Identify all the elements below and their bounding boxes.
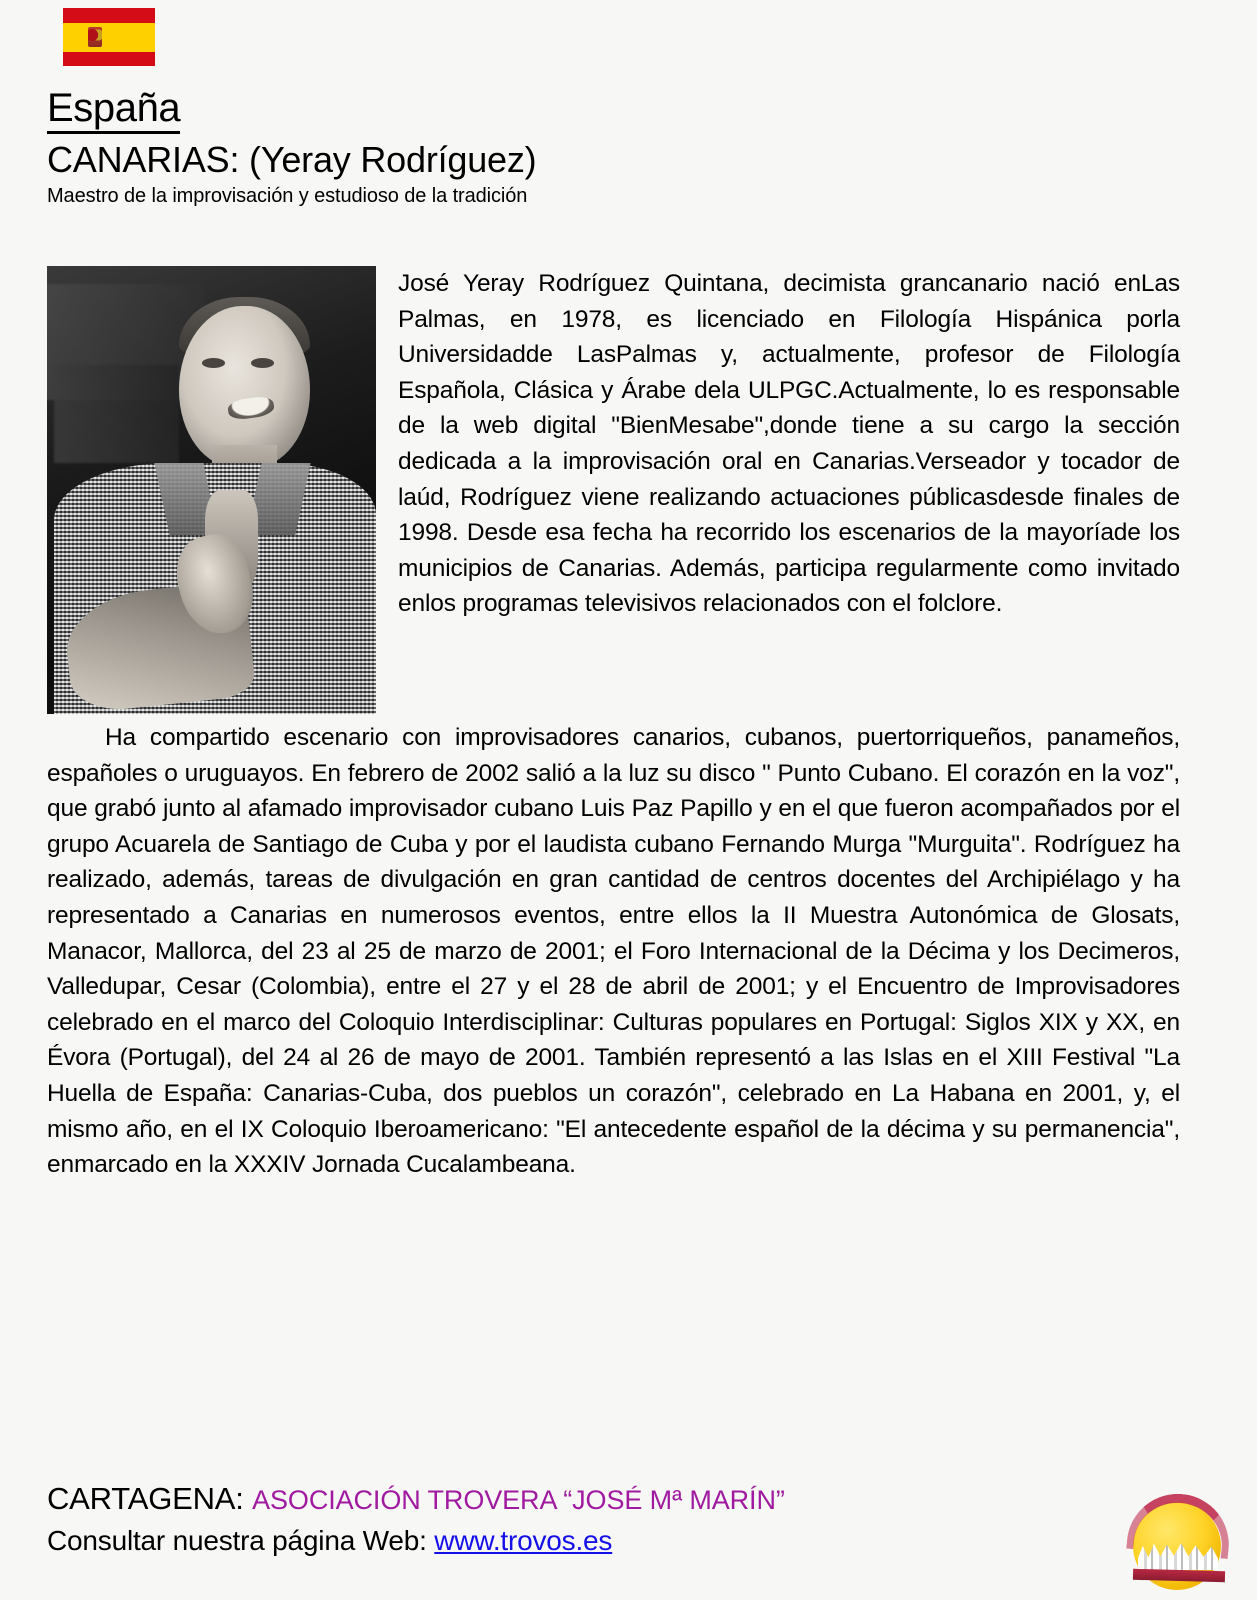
trovos-association-logo-icon xyxy=(1125,1488,1235,1600)
footer-web-link[interactable]: www.trovos.es xyxy=(434,1525,613,1556)
page-subtitle: Maestro de la improvisación y estudioso de la tradición xyxy=(47,185,528,207)
photo-face xyxy=(179,306,311,467)
footer-web-label: Consultar nuestra página Web: xyxy=(47,1525,427,1556)
photo-eye-left xyxy=(202,358,225,368)
biography-paragraph-2: Ha compartido escenario con improvisadores canarios, cubanos, puertorriqueños, panameños, españoles o uruguayos. En febrero de 2002 salió a la luz su disco " Punto Cubano. El corazón en la voz", que grabó junto al afamado improvisador cubano Luis Paz Papillo y en el que fueron acompañados por el grupo Acuarela de Santiago de Cuba y por el laudista cubano Fernando Murga "Murguita". Rodríguez ha realizado, además, tareas de divulgación en gran cantidad de centros docentes del Archipiélago y ha representado a Canarias en numerosos eventos, entre ellos la II Muestra Autonómica de Glosats, Manacor, Mallorca, del 23 al 25 de marzo de 2001; el Foro Internacional de la Décima y los Decimeros, Valledupar, Cesar (Colombia), entre el 27 y el 28 de abril de 2001; y el Encuentro de Improvisadores celebrado en el marco del Coloquio Interdisciplinar: Culturas populares en Portugal: Siglos XIX y XX, en Évora (Portugal), del 24 al 26 de mayo de 2001. También representó a las Islas en el XIII Festival "La Huella de España: Canarias-Cuba, dos pueblos un corazón", celebrado en La Habana en 2001, y, el mismo año, en el IX Coloquio Iberoamericano: "El antecedente español de la décima y su permanencia", enmarcado en la XXXIV Jornada Cucalambeana. xyxy=(47,724,1180,1179)
photo-eye-right xyxy=(251,358,274,368)
article-body xyxy=(47,266,1180,1183)
footer-association-name: ASOCIACIÓN TROVERA “JOSÉ Mª MARÍN” xyxy=(252,1485,785,1515)
page-footer xyxy=(47,1479,1207,1560)
spain-flag-icon xyxy=(63,8,155,66)
footer-association-line xyxy=(47,1479,1207,1520)
flag-yellow-band xyxy=(63,23,155,52)
portrait-photo xyxy=(47,266,376,714)
footer-web-line xyxy=(47,1522,1207,1560)
flag-graphic xyxy=(63,8,155,66)
country-title: España xyxy=(47,86,180,134)
flag-coat-of-arms xyxy=(88,27,102,47)
photo-backdrop-highlight-mid xyxy=(54,365,179,464)
biography-paragraph-1: José Yeray Rodríguez Quintana, decimista grancanario nació enLas Palmas, en 1978, es licenciado en Filología Hispánica porla Universidadde LasPalmas y, actualmente, profesor de Filología Española, Clásica y Árabe dela ULPGC.Actualmente, lo es responsable de la web digital "BienMesabe",donde tiene a su cargo la sección dedicada a la improvisación oral en Canarias.Verseador y tocador de laúd, Rodríguez viene realizando actuaciones públicasdesde finales de 1998. Desde esa fecha ha recorrido los escenarios de la mayoríade los municipios de Canarias. Además, participa regularmente como invitado enlos programas televisivos relacionados con el folclore. xyxy=(398,270,1180,618)
logo-ribbon xyxy=(1133,1569,1225,1582)
region-title: CANARIAS: (Yeray Rodríguez) xyxy=(47,139,537,180)
footer-city-label: CARTAGENA: xyxy=(47,1481,244,1516)
page-heading xyxy=(47,86,1147,208)
